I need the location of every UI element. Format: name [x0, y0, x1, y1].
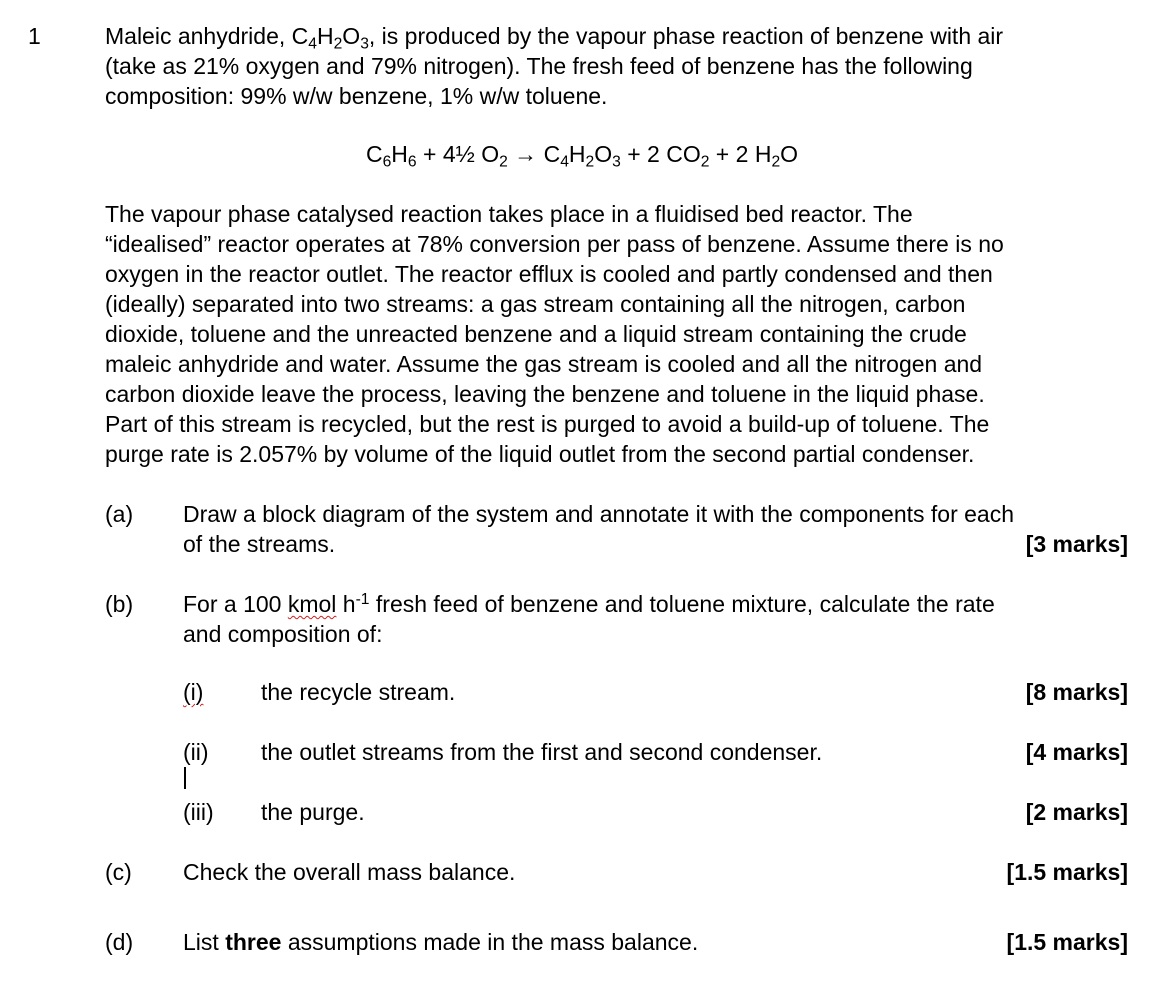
- body-line: oxygen in the reactor outlet. The reactor efflux is cooled and partly condensed and then: [105, 261, 993, 287]
- part-c-label: (c): [105, 859, 132, 885]
- part-b-iii-marks: [2 marks]: [1025, 799, 1128, 825]
- part-b-iii-text: the purge.: [261, 799, 365, 825]
- text-cursor: [184, 767, 186, 789]
- body-line: Part of this stream is recycled, but the rest is purged to avoid a build-up of toluene. The: [105, 411, 990, 437]
- part-b-ii-text: the outlet streams from the first and second condenser.: [261, 739, 823, 765]
- body-line: “idealised” reactor operates at 78% conversion per pass of benzene. Assume there is no: [105, 231, 1004, 257]
- body-line: dioxide, toluene and the unreacted benzene and a liquid stream containing the crude: [105, 321, 967, 347]
- body-line: The vapour phase catalysed reaction takes place in a fluidised bed reactor. The: [105, 201, 913, 227]
- intro-paragraph: [105, 21, 1145, 111]
- part-b-ii-label: (ii): [183, 739, 209, 765]
- part-c-marks: [1.5 marks]: [1006, 859, 1128, 885]
- question-number: 1: [28, 23, 41, 49]
- spellcheck-underline: kmol: [287, 591, 337, 617]
- part-b-i-text: the recycle stream.: [261, 679, 456, 705]
- part-b-text: For a 100 kmol $h^{-1}$ fresh feed of benzene and toluene mixture, calculate the rate and composition of:: [183, 591, 995, 647]
- body-line: (ideally) separated into two streams: a gas stream containing all the nitrogen, carbon: [105, 291, 966, 317]
- part-a-marks: [3 marks]: [1025, 531, 1128, 557]
- body-line: purge rate is 2.057% by volume of the liquid outlet from the second partial condenser.: [105, 441, 975, 467]
- part-b-label: (b): [105, 591, 134, 617]
- part-d-text: List three assumptions made in the mass balance.: [183, 929, 699, 955]
- part-a-text: Draw a block diagram of the system and annotate it with the components for each of the streams.: [183, 501, 1014, 557]
- process-description: [105, 199, 1165, 469]
- part-b-ii-marks: [4 marks]: [1025, 739, 1128, 765]
- reaction-equation: $C_6H_6$ + 4½ $O_2 \to C_4H_2O_3 + 2$ $CO_2 + 2$ $H_2O$: [365, 141, 799, 171]
- part-d-label: (d): [105, 929, 134, 955]
- part-b-i-marks: [8 marks]: [1025, 679, 1128, 705]
- body-line: carbon dioxide leave the process, leaving the benzene and toluene in the liquid phase.: [105, 381, 985, 407]
- part-b-iii-label: (iii): [183, 799, 214, 825]
- part-a-label: (a): [105, 501, 134, 527]
- intro-line-2: (take as 21% oxygen and 79% nitrogen). The fresh feed of benzene has the following: [105, 53, 973, 79]
- intro-line-1: Maleic anhydride, $C_4H_2O_3$, is produced by the vapour phase reaction of benzene with air: [105, 23, 1004, 53]
- intro-line-3: composition: 99% w/w benzene, 1% w/w toluene.: [105, 83, 608, 109]
- part-d-marks: [1.5 marks]: [1006, 929, 1128, 955]
- part-c-text: Check the overall mass balance.: [183, 859, 516, 885]
- part-b-i-label: (i): [183, 679, 204, 705]
- body-line: maleic anhydride and water. Assume the gas stream is cooled and all the nitrogen and: [105, 351, 983, 377]
